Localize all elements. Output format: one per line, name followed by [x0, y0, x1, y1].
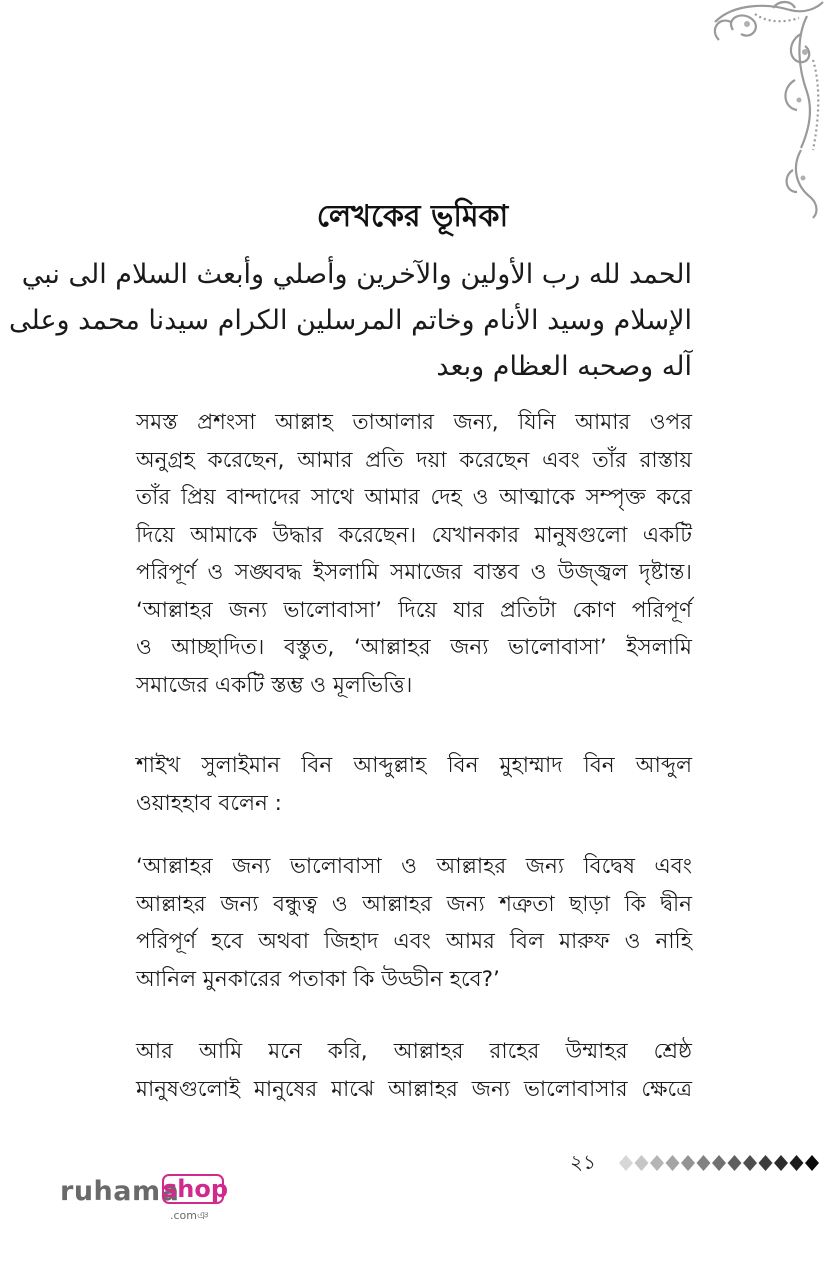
diamond-shape [759, 1155, 773, 1171]
text-line: শাইখ সুলাইমান বিন আব্দুল্লাহ বিন মুহাম্মাদ বিন আব্দুল [136, 753, 692, 778]
diamond-shape [743, 1155, 757, 1171]
page-title: লেখকের ভূমিকা [316, 199, 509, 234]
diamond-shape [712, 1155, 726, 1171]
diamond-border-ornament [618, 1152, 825, 1174]
logo-text-shop: shop [163, 1175, 229, 1203]
text-line: পরিপূর্ণ হবে অথবা জিহাদ এবং আমর বিল মারুফ ও নাহি [136, 929, 692, 954]
paragraph-opinion [136, 1033, 692, 1108]
logo-text-domain: .comঞ [170, 1209, 209, 1222]
diamond-shape [635, 1155, 649, 1171]
text-line: অনুগ্রহ করেছেন, আমার প্রতি দয়া করেছেন এবং তাঁর রাস্তায় [136, 447, 692, 473]
text-line: সমস্ত প্রশংসা আল্লাহ তাআলার জন্য, যিনি আমার ওপর [136, 410, 692, 435]
text-line: সমাজের একটি স্তম্ভ ও মূলভিত্তি। [136, 672, 413, 698]
diamond-shape [728, 1155, 742, 1171]
ruhamashop-logo [60, 1172, 229, 1222]
paragraph-quote [136, 848, 692, 998]
paragraph-sheikh-says [136, 747, 692, 822]
arabic-line: آله وصحبه العظام وبعد [436, 351, 692, 382]
text-line: আনিল মুনকারের পতাকা কি উড্ডীন হবে?’ [136, 966, 500, 992]
arabic-line: الحمد لله رب الأولين والآخرين وأصلي وأبعث السلام الى نبي [21, 259, 692, 290]
arabic-line: الإسلام وسيد الأنام وخاتم المرسلين الكرام سيدنا محمد وعلى [9, 305, 692, 336]
text-line: ‘আল্লাহর জন্য ভালোবাসা’ দিয়ে যার প্রতিটা কোণ পরিপূর্ণ [136, 597, 692, 623]
diamond-shape [650, 1155, 664, 1171]
arabic-invocation [9, 252, 692, 390]
diamond-shape [666, 1155, 680, 1171]
page-number: ২১ [570, 1150, 596, 1174]
text-line: আর আমি মনে করি, আল্লাহর রাহের উম্মাহর শ্রেষ্ঠ [136, 1039, 692, 1064]
corner-floral-ornament [695, 0, 825, 220]
paragraph-praise [136, 404, 692, 704]
text-line: মানুষগুলোই মানুষের মাঝে আল্লাহর জন্য ভালোবাসার ক্ষেত্রে [136, 1076, 692, 1102]
diamond-shape [681, 1155, 695, 1171]
text-line: আল্লাহর জন্য বন্ধুত্ব ও আল্লাহর জন্য শত্রুতা ছাড়া কি দ্বীন [136, 891, 692, 917]
diamond-shape [774, 1155, 788, 1171]
diamond-shape [805, 1155, 819, 1171]
text-line: তাঁর প্রিয় বান্দাদের সাথে আমার দেহ ও আত্মাকে সম্পৃক্ত করে [136, 485, 692, 510]
text-line: ও আচ্ছাদিত। বস্তুত, ‘আল্লাহর জন্য ভালোবাসা’ ইসলামি [136, 635, 692, 660]
logo-text-ruhama: ruhama [60, 1176, 180, 1207]
diamond-shape [697, 1155, 711, 1171]
text-line: ‘আল্লাহর জন্য ভালোবাসা ও আল্লাহর জন্য বিদ্বেষ এবং [136, 854, 692, 879]
text-line: পরিপূর্ণ ও সঙ্ঘবদ্ধ ইসলামি সমাজের বাস্তব ও উজ্জ্বল দৃষ্টান্ত। [136, 560, 692, 585]
text-line: ওয়াহহাব বলেন : [136, 790, 282, 816]
text-line: দিয়ে আমাকে উদ্ধার করেছেন। যেখানকার মানুষগুলো একটি [136, 522, 692, 548]
diamond-shape [619, 1155, 633, 1171]
diamond-shape [790, 1155, 804, 1171]
